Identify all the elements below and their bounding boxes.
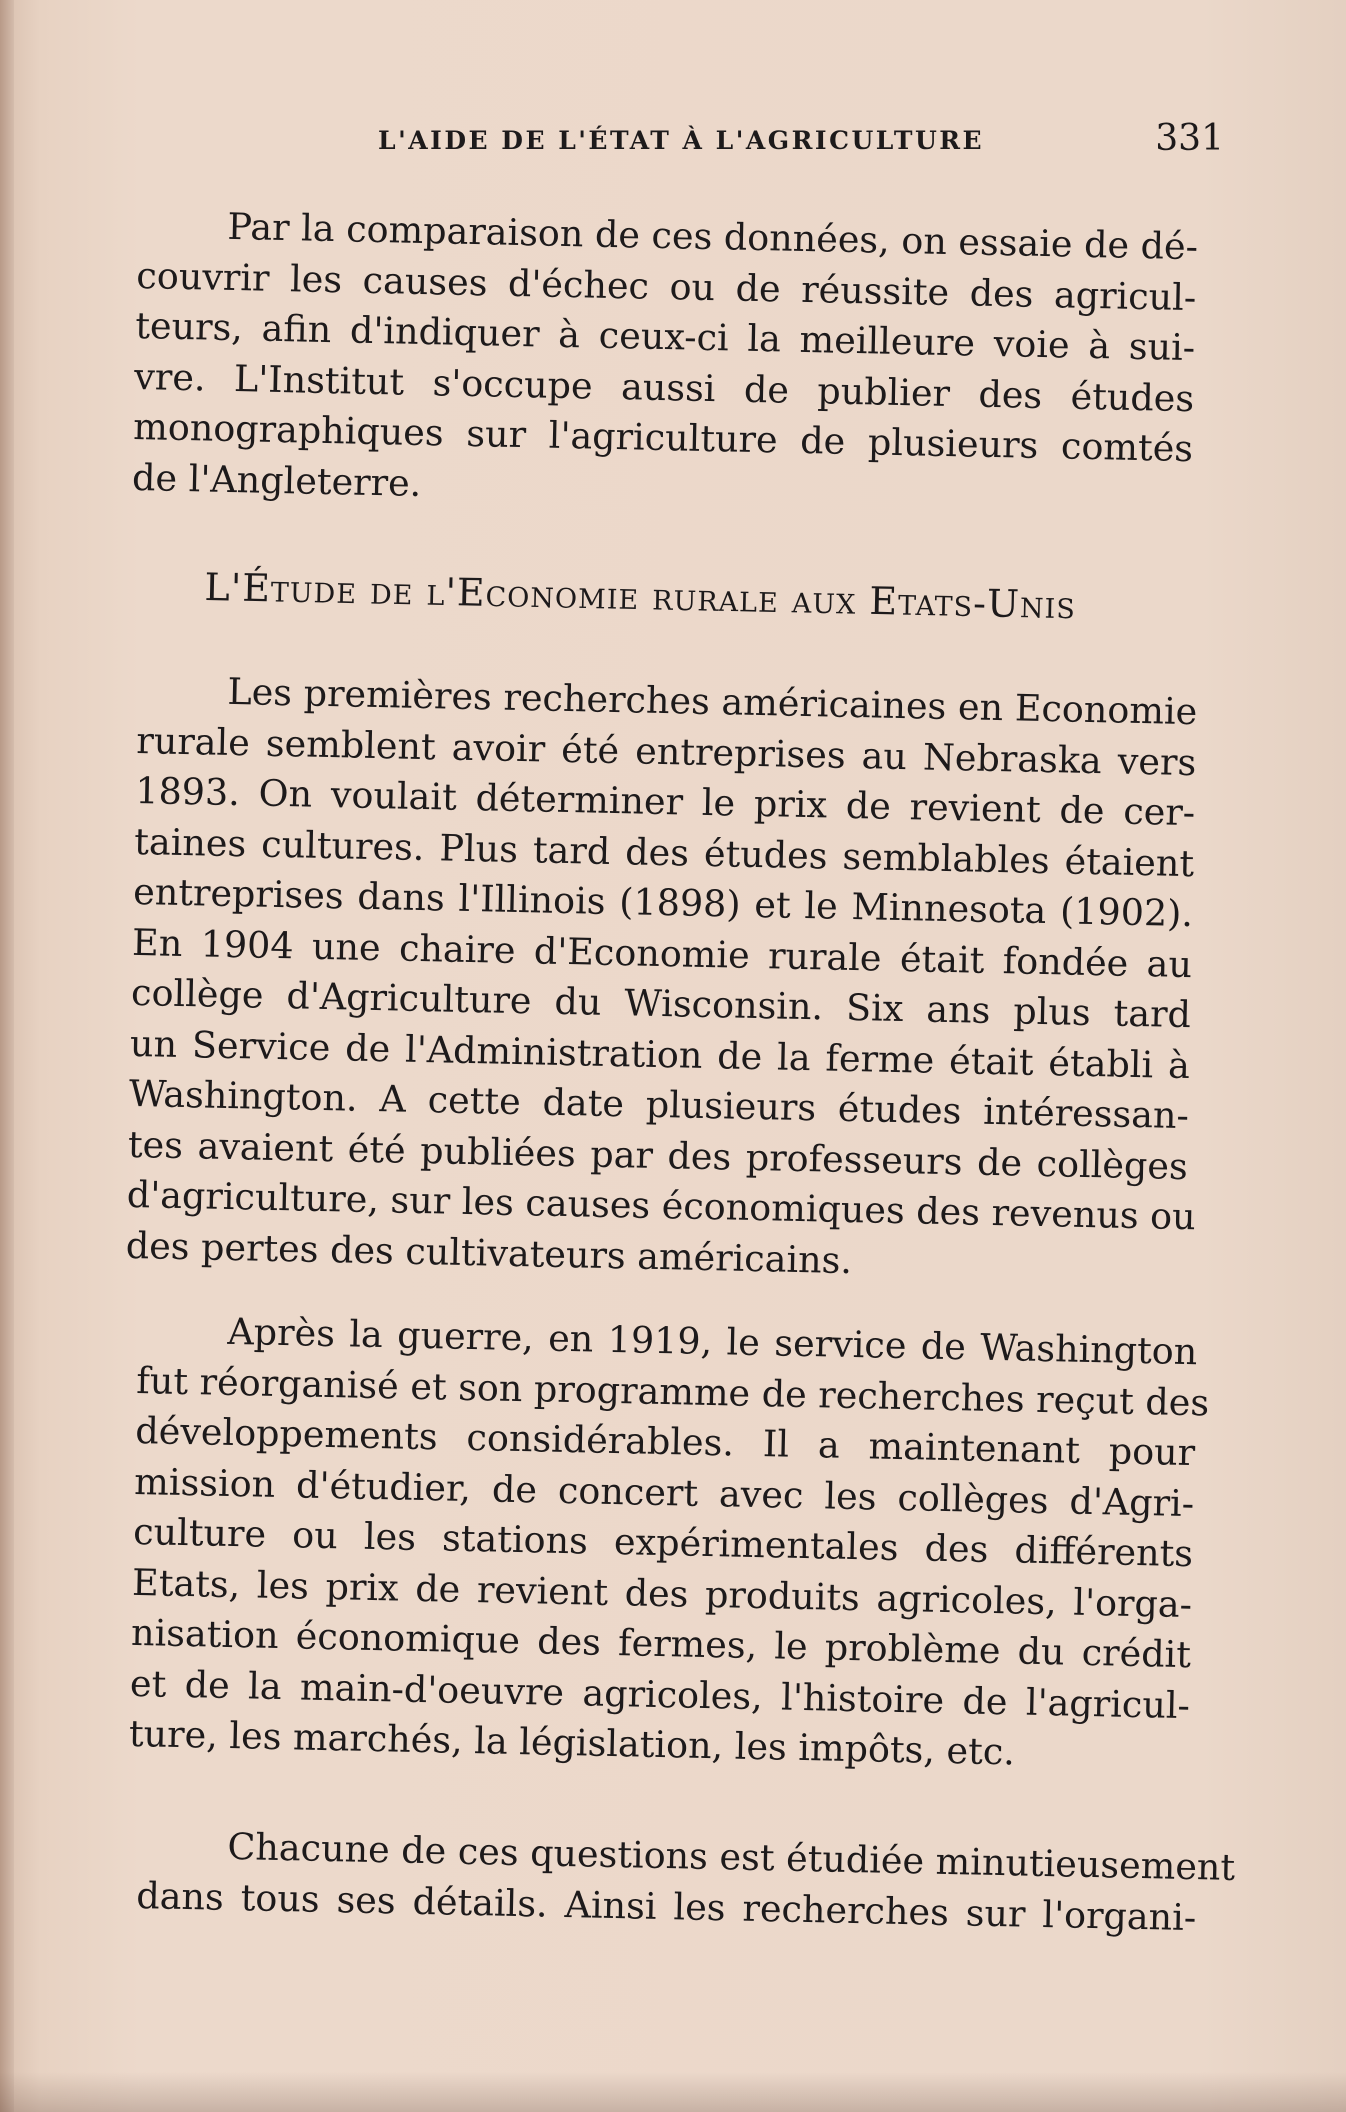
text-line: mission d'étudier, de concert avec les collèges d'Agri- — [133, 1459, 1195, 1525]
text-line: Chacune de ces questions est étudiée minutieusement — [227, 1824, 1236, 1889]
text-line: teurs, afin d'indiquer à ceux-ci la meilleure voie à sui- — [134, 303, 1196, 370]
text-line: fut réorganisé et son programme de recherches reçut des — [135, 1358, 1210, 1424]
text-line: Etats, les prix de revient des produits agricoles, l'orga- — [131, 1560, 1193, 1626]
text-line: 1893. On voulait déterminer le prix de revient de cer- — [134, 768, 1196, 835]
text-line: rurale semblent avoir été entreprises au Nebraska vers — [135, 718, 1197, 784]
text-line: En 1904 une chaire d'Economie rurale était fondée au — [131, 920, 1193, 986]
section-heading-part: Economie rurale aux Etats-Unis — [456, 570, 1077, 628]
text-line: entreprises dans l'Illinois (1898) et le Minnesota (1902). — [132, 869, 1194, 936]
page-header — [378, 118, 1224, 168]
text-line: ture, les marchés, la législation, les impôts, etc. — [128, 1711, 1016, 1774]
section-heading — [204, 565, 1155, 629]
paragraph-1 — [132, 200, 1198, 525]
paragraph-2 — [125, 665, 1197, 1293]
text-line: Par la comparaison de ces données, on essaie de dé- — [227, 204, 1199, 269]
text-line: un Service de l'Administration de la ferme était établi à — [129, 1021, 1191, 1087]
paragraph-3 — [128, 1305, 1210, 1782]
text-line: couvrir les causes d'échec ou de réussite des agricul- — [135, 253, 1197, 319]
page-number: 331 — [1155, 118, 1224, 159]
text-line: Washington. A cette date plusieurs études intéressan- — [128, 1071, 1190, 1138]
page-binding-edge — [0, 0, 14, 2112]
text-line: développements considérables. Il a maintenant pour — [134, 1408, 1196, 1475]
text-line: culture ou les stations expérimentales des différents — [132, 1509, 1194, 1576]
page-bottom-shadow — [0, 2072, 1346, 2112]
running-head: L'AIDE DE L'ÉTAT À L'AGRICULTURE — [378, 126, 985, 155]
text-line: tes avaient été publiées par des professeurs de collèges — [127, 1122, 1189, 1188]
text-line: des pertes des cultivateurs américains. — [125, 1223, 853, 1282]
text-line: de l'Angleterre. — [131, 455, 422, 505]
text-line: collège d'Agriculture du Wisconsin. Six ans plus tard — [130, 970, 1192, 1037]
text-line: nisation économique des fermes, le problème du crédit — [130, 1610, 1192, 1677]
text-line: dans tous ses détails. Ainsi les recherches sur l'organi- — [135, 1873, 1197, 1939]
text-line: d'agriculture, sur les causes économiques des revenus ou — [126, 1172, 1197, 1239]
text-line: vre. L'Institut s'occupe aussi de publier des études — [133, 354, 1195, 420]
text-line: Après la guerre, en 1919, le service de Washington — [227, 1309, 1198, 1374]
section-heading-part: Étude de l' — [241, 565, 458, 615]
text-line: taines cultures. Plus tard des études semblables étaient — [133, 819, 1195, 885]
section-heading-part: L' — [204, 565, 243, 610]
text-line: et de la main-d'oeuvre agricoles, l'histoire de l'agricul- — [129, 1661, 1191, 1727]
paragraph-4 — [135, 1820, 1236, 1943]
text-line: Les premières recherches américaines en Economie — [227, 669, 1198, 734]
text-line: monographiques sur l'agriculture de plusieurs comtés — [132, 404, 1194, 471]
